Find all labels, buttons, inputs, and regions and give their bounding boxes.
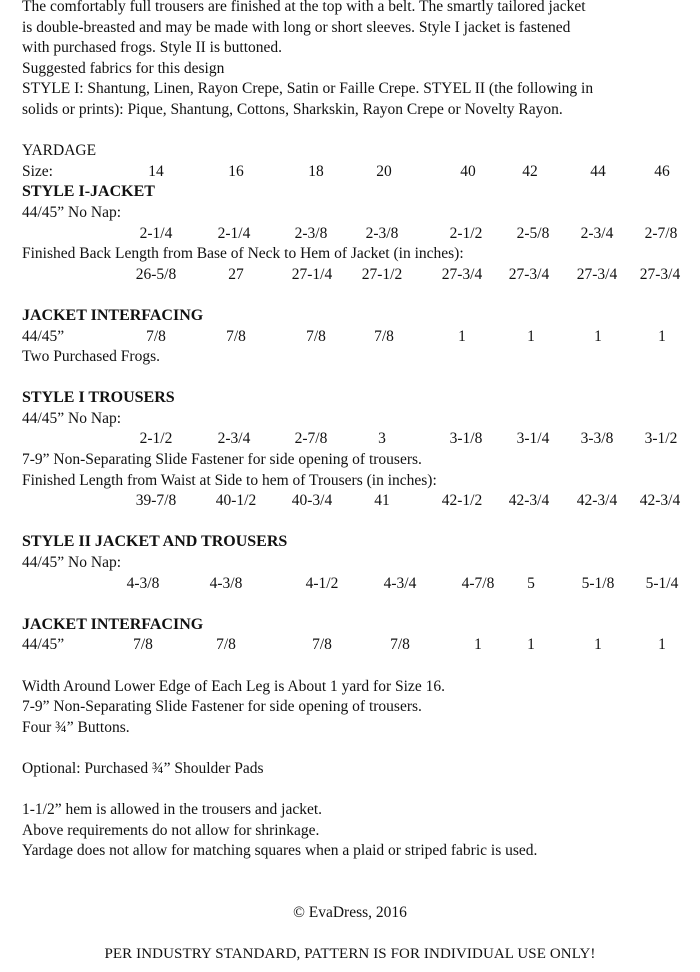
yardage-cell: 5-1/8 xyxy=(581,574,615,592)
yardage-cell: 2-7/8 xyxy=(294,430,328,448)
interfacing-cell: 1 xyxy=(594,636,602,654)
size-cell: 16 xyxy=(228,162,244,180)
yardage-cell: 2-1/4 xyxy=(217,224,251,242)
yardage-cell: 3-3/8 xyxy=(580,430,614,448)
yardage-cell: 2-3/4 xyxy=(217,430,251,448)
length-cell: 26-5/8 xyxy=(135,265,177,283)
intro-line: Suggested fabrics for this design xyxy=(22,59,225,77)
length-cell: 27 xyxy=(228,265,244,283)
size-cell: 14 xyxy=(148,162,164,180)
note-line: 7-9” Non-Separating Slide Fastener for side opening of trousers. xyxy=(22,698,422,716)
note-line: 1-1/2” hem is allowed in the trousers and jacket. xyxy=(22,801,323,819)
fabric-width-label: 44/45” xyxy=(22,327,65,345)
yardage-cell: 2-1/2 xyxy=(139,430,173,448)
length-cell: 42-3/4 xyxy=(639,492,681,510)
yardage-cell: 5-1/4 xyxy=(645,574,679,592)
yardage-cell: 2-3/8 xyxy=(294,224,328,242)
intro-line: STYLE I: Shantung, Linen, Rayon Crepe, Satin or Faille Crepe. STYEL II (the following in xyxy=(22,80,594,98)
note-line: Above requirements do not allow for shrinkage. xyxy=(22,821,320,839)
footer-notice: PER INDUSTRY STANDARD, PATTERN IS FOR INDIVIDUAL USE ONLY! xyxy=(104,946,596,963)
intro-line: solids or prints): Pique, Shantung, Cottons, Sharkskin, Rayon Crepe or Novelty Rayon. xyxy=(22,100,563,118)
length-cell: 27-1/2 xyxy=(361,265,403,283)
size-cell: 40 xyxy=(460,162,476,180)
size-cell: 18 xyxy=(308,162,324,180)
fastener-note: 7-9” Non-Separating Slide Fastener for side opening of trousers. xyxy=(22,451,422,469)
section-heading: STYLE I TROUSERS xyxy=(22,389,175,407)
style2-yardage-row xyxy=(0,574,700,595)
length-cell: 27-3/4 xyxy=(441,265,483,283)
yardage-cell: 3 xyxy=(378,430,386,448)
interfacing-cell: 7/8 xyxy=(390,636,410,654)
yardage-cell: 4-3/8 xyxy=(126,574,160,592)
intro-line: is double-breasted and may be made with long or short sleeves. Style I jacket is fastened xyxy=(22,18,571,36)
length-cell: 42-3/4 xyxy=(576,492,618,510)
yardage-cell: 2-1/2 xyxy=(449,224,483,242)
length-cell: 27-3/4 xyxy=(639,265,681,283)
size-cell: 20 xyxy=(376,162,392,180)
note-line: Four ¾” Buttons. xyxy=(22,718,130,736)
size-row xyxy=(0,162,700,183)
interfacing-row xyxy=(0,635,700,656)
nap-label: 44/45” No Nap: xyxy=(22,409,122,427)
section-heading: STYLE I-JACKET xyxy=(22,183,155,201)
section-heading: JACKET INTERFACING xyxy=(22,306,204,324)
yardage-cell: 2-3/8 xyxy=(365,224,399,242)
section-heading: JACKET INTERFACING xyxy=(22,615,204,633)
yardage-cell: 5 xyxy=(527,574,535,592)
yardage-label: YARDAGE xyxy=(22,142,97,160)
trouser-length-label: Finished Length from Waist at Side to hem of Trousers (in inches): xyxy=(22,471,437,489)
yardage-cell: 3-1/2 xyxy=(644,430,678,448)
yardage-cell: 2-3/4 xyxy=(580,224,614,242)
size-label: Size: xyxy=(22,162,53,180)
interfacing-cell: 7/8 xyxy=(146,327,166,345)
yardage-cell: 2-7/8 xyxy=(644,224,678,242)
interfacing-cell: 1 xyxy=(474,636,482,654)
intro-line: The comfortably full trousers are finished at the top with a belt. The smartly tailored jacket xyxy=(22,0,586,15)
interfacing-cell: 7/8 xyxy=(226,327,246,345)
back-length-row xyxy=(0,265,700,286)
interfacing-cell: 1 xyxy=(527,327,535,345)
length-cell: 27-3/4 xyxy=(576,265,618,283)
interfacing-cell: 1 xyxy=(458,327,466,345)
yardage-cell: 4-3/8 xyxy=(209,574,243,592)
interfacing-cell: 1 xyxy=(658,327,666,345)
yardage-cell: 3-1/8 xyxy=(449,430,483,448)
interfacing-cell: 1 xyxy=(594,327,602,345)
yardage-cell: 4-1/2 xyxy=(305,574,339,592)
interfacing-cell: 1 xyxy=(527,636,535,654)
length-cell: 40-1/2 xyxy=(215,492,257,510)
copyright: © EvaDress, 2016 xyxy=(293,904,407,922)
interfacing-cell: 7/8 xyxy=(133,636,153,654)
back-length-label: Finished Back Length from Base of Neck to Hem of Jacket (in inches): xyxy=(22,245,464,263)
length-cell: 40-3/4 xyxy=(291,492,333,510)
length-cell: 39-7/8 xyxy=(135,492,177,510)
length-cell: 42-3/4 xyxy=(508,492,550,510)
interfacing-cell: 7/8 xyxy=(312,636,332,654)
note-line: Width Around Lower Edge of Each Leg is About 1 yard for Size 16. xyxy=(22,677,445,695)
yardage-cell: 3-1/4 xyxy=(516,430,550,448)
optional-note: Optional: Purchased ¾” Shoulder Pads xyxy=(22,759,264,777)
size-cell: 42 xyxy=(522,162,538,180)
trouser-length-row xyxy=(0,491,700,512)
yardage-cell: 2-5/8 xyxy=(516,224,550,242)
jacket-yardage-row xyxy=(0,224,700,245)
trousers-yardage-row xyxy=(0,429,700,450)
interfacing-cell: 7/8 xyxy=(216,636,236,654)
interfacing-row xyxy=(0,327,700,348)
yardage-cell: 4-7/8 xyxy=(461,574,495,592)
interfacing-cell: 7/8 xyxy=(374,327,394,345)
size-cell: 44 xyxy=(590,162,606,180)
length-cell: 42-1/2 xyxy=(441,492,483,510)
length-cell: 27-3/4 xyxy=(508,265,550,283)
section-heading: STYLE II JACKET AND TROUSERS xyxy=(22,533,288,551)
fabric-width-label: 44/45” xyxy=(22,636,65,654)
size-cell: 46 xyxy=(654,162,670,180)
note-line: Yardage does not allow for matching squares when a plaid or striped fabric is used. xyxy=(22,842,538,860)
nap-label: 44/45” No Nap: xyxy=(22,203,122,221)
nap-label: 44/45” No Nap: xyxy=(22,554,122,572)
yardage-cell: 2-1/4 xyxy=(139,224,173,242)
interfacing-cell: 7/8 xyxy=(306,327,326,345)
length-cell: 41 xyxy=(374,492,390,510)
intro-line: with purchased frogs. Style II is buttoned. xyxy=(22,39,283,57)
frogs-note: Two Purchased Frogs. xyxy=(22,348,160,366)
interfacing-cell: 1 xyxy=(658,636,666,654)
length-cell: 27-1/4 xyxy=(291,265,333,283)
yardage-cell: 4-3/4 xyxy=(383,574,417,592)
